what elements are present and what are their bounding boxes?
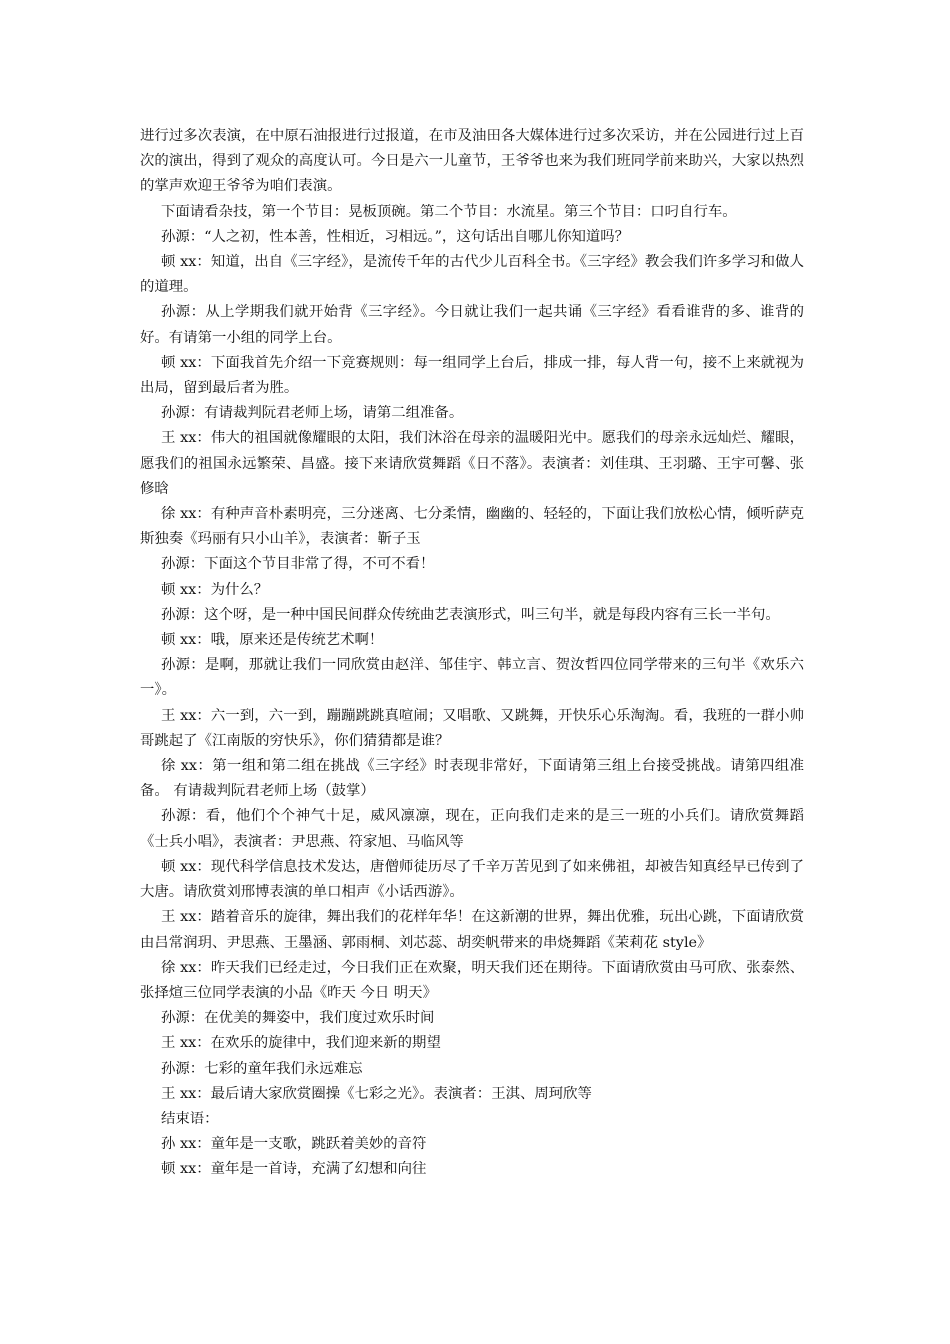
document-body (140, 124, 804, 1183)
paragraph: 王 xx：伟大的祖国就像耀眼的太阳，我们沐浴在母亲的温暖阳光中。愿我们的母亲永远灿烂、耀眼，愿我们的祖国永远繁荣、昌盛。接下来请欣赏舞蹈《日不落》。表演者：刘佳琪、王羽璐、王宇可馨、张修晗 (140, 430, 804, 497)
paragraph: 进行过多次表演，在中原石油报进行过报道，在市及油田各大媒体进行过多次采访，并在公园进行过上百次的演出，得到了观众的高度认可。今日是六一儿童节，王爷爷也来为我们班同学前来助兴，大家以热烈的掌声欢迎王爷爷为咱们表演。 (140, 128, 804, 195)
paragraph: 王 xx：在欢乐的旋律中，我们迎来新的期望 (161, 1035, 441, 1052)
paragraph: 孙源：七彩的童年我们永远难忘 (161, 1060, 363, 1077)
paragraph: 王 xx：踏着音乐的旋律，舞出我们的花样年华！在这新潮的世界，舞出优雅，玩出心跳，下面请欣赏由吕常润玥、尹思燕、王墨涵、郭雨桐、刘芯蕊、胡奕帆带来的串烧舞蹈《茉莉花 style》 (140, 909, 804, 951)
paragraph: 孙源：下面这个节目非常了得，不可不看！ (161, 556, 435, 573)
paragraph: 徐 xx：第一组和第二组在挑战《三字经》时表现非常好，下面请第三组上台接受挑战。请第四组准备。 有请裁判阮君老师上场（鼓掌） (140, 758, 804, 800)
paragraph: 孙源：在优美的舞姿中，我们度过欢乐时间 (161, 1010, 435, 1027)
paragraph: 顿 xx：童年是一首诗，充满了幻想和向往 (161, 1161, 427, 1178)
paragraph: 王 xx：最后请大家欣赏圈操《七彩之光》。表演者：王淇、周珂欣等 (161, 1085, 592, 1102)
paragraph: 孙源：是啊，那就让我们一同欣赏由赵洋、邹佳宇、韩立言、贺汝哲四位同学带来的三句半《欢乐六一》。 (140, 657, 804, 699)
paragraph: 孙源：“人之初，性本善，性相近，习相远。”，这句话出自哪儿你知道吗？ (161, 228, 630, 245)
paragraph: 顿 xx：下面我首先介绍一下竞赛规则：每一组同学上台后，排成一排，每人背一句，接不上来就视为出局，留到最后者为胜。 (140, 354, 804, 397)
paragraph: 王 xx：六一到，六一到，蹦蹦跳跳真喧闹；又唱歌、又跳舞，开快乐心乐淘淘。看，我班的一群小帅哥跳起了《江南版的穷快乐》，你们猜猜都是谁？ (140, 707, 804, 749)
paragraph: 下面请看杂技，第一个节目：晃板顶碗。第二个节目：水流星。第三个节目：口叼自行车。 (161, 203, 737, 220)
paragraph: 顿 xx：现代科学信息技术发达，唐僧师徒历尽了千辛万苦见到了如来佛祖，却被告知真经早已传到了大唐。请欣赏刘邢博表演的单口相声《小话西游》。 (140, 858, 804, 901)
paragraph: 顿 xx：为什么？ (161, 581, 269, 598)
paragraph: 徐 xx：昨天我们已经走过，今日我们正在欢聚，明天我们还在期待。下面请欣赏由马可欣、张泰然、张择煊三位同学表演的小品《昨天 今日 明天》 (140, 959, 804, 1001)
paragraph: 顿 xx：哦，原来还是传统艺术啊！ (161, 632, 384, 649)
paragraph: 徐 xx：有种声音朴素明亮，三分迷离、七分柔情，幽幽的、轻轻的，下面让我们放松心情，倾听萨克斯独奏《玛丽有只小山羊》，表演者：靳子玉 (140, 506, 804, 548)
paragraph: 孙源：这个呀，是一种中国民间群众传统曲艺表演形式，叫三句半，就是每段内容有三长一半句。 (161, 606, 780, 623)
paragraph: 孙 xx：童年是一支歌，跳跃着美妙的音符 (161, 1136, 427, 1153)
paragraph: 孙源：看，他们个个神气十足，威风凛凛，现在，正向我们走来的是三一班的小兵们。请欣赏舞蹈《士兵小唱》，表演者：尹思燕、符家旭、马临风等 (140, 808, 804, 850)
paragraph: 孙源：从上学期我们就开始背《三字经》。今日就让我们一起共诵《三字经》看看谁背的多、谁背的好。有请第一小组的同学上台。 (140, 304, 804, 346)
paragraph: 孙源：有请裁判阮君老师上场，请第二组准备。 (161, 405, 464, 422)
paragraph: 结束语： (161, 1110, 219, 1127)
paragraph: 顿 xx：知道，出自《三字经》，是流传千年的古代少儿百科全书。《三字经》教会我们许多学习和做人的道理。 (140, 254, 804, 296)
